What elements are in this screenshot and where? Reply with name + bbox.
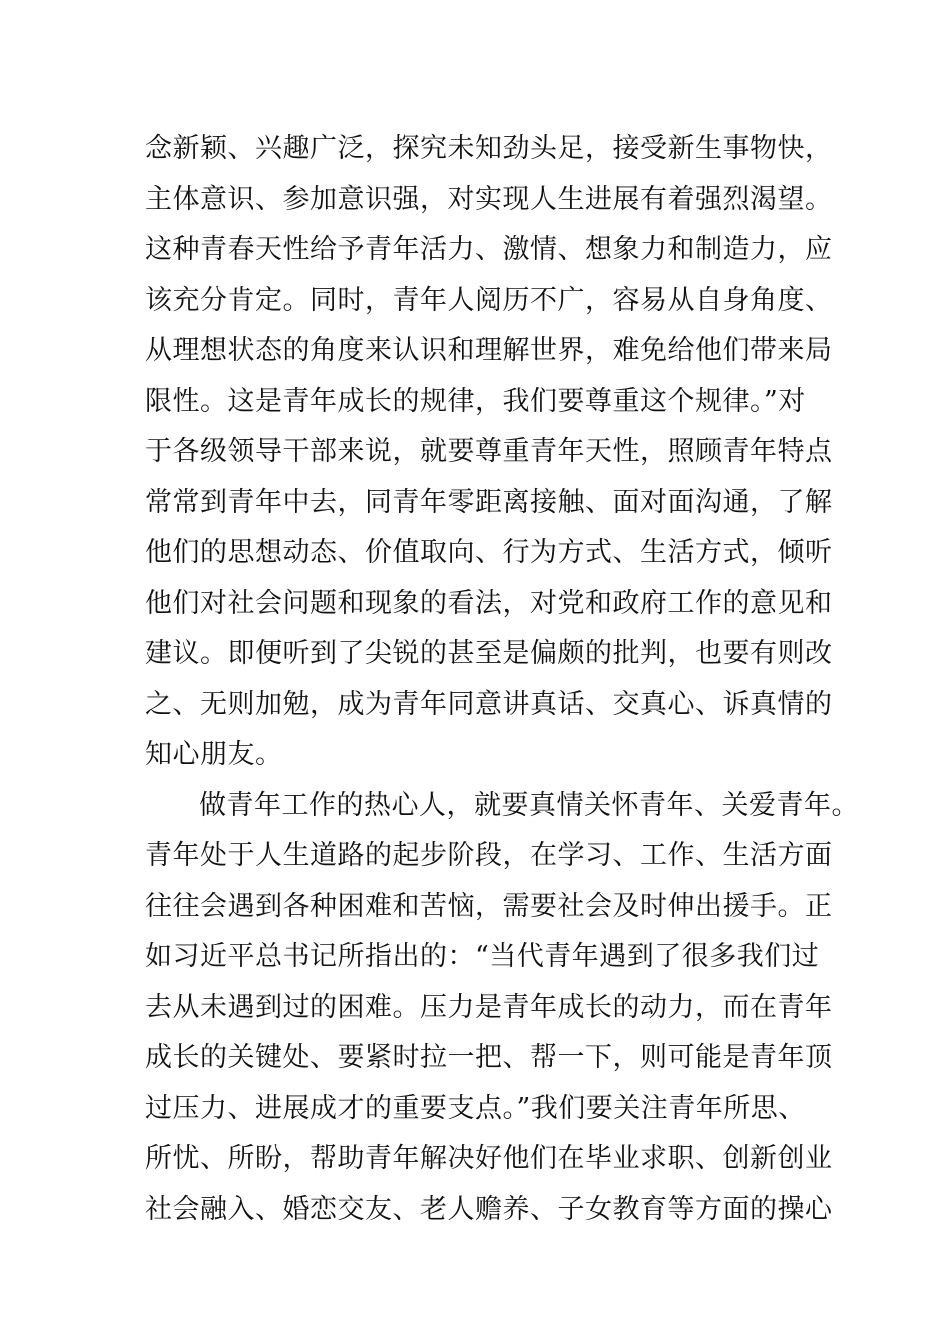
text-line: 建议。即便听到了尖锐的甚至是偏颇的批判，也要有则改 [145,638,833,669]
text-line: 所忧、所盼，帮助青年解决好他们在毕业求职、创新创业 [145,1143,833,1174]
text-line: 之、无则加勉，成为青年同意讲真话、交真心、诉真情的 [145,688,833,720]
text-line: 该充分肯定。同时，青年人阅历不广，容易从自身角度、 [145,284,833,316]
text-line: 于各级领导干部来说，就要尊重青年天性，照顾青年特点 [145,436,833,467]
text-line: 青年处于人生道路的起步阶段，在学习、工作、生活方面 [145,840,833,871]
text-line: 成长的关键处、要紧时拉一把、帮一下，则可能是青年顶 [145,1042,833,1073]
text-line: 这种青春天性给予青年活力、激情、想象力和制造力，应 [145,234,833,265]
text-line: 主体意识、参加意识强，对实现人生进展有着强烈渴望。 [145,183,833,215]
text-line: 往往会遇到各种困难和苦恼，需要社会及时伸出援手。正 [145,890,833,922]
paragraph-start-line: 做青年工作的热心人，就要真情关怀青年、关爱青年。 [199,789,859,821]
text-line: 常常到青年中去，同青年零距离接触、面对面沟通，了解 [145,486,833,518]
text-line: 过压力、进展成才的重要支点。”我们要关注青年所思、 [145,1092,806,1124]
text-line: 从理想状态的角度来认识和理解世界，难免给他们带来局 [145,335,833,366]
text-line: 知心朋友。 [145,739,283,770]
text-line: 限性。这是青年成长的规律，我们要尊重这个规律。”对 [145,385,806,417]
text-line: 如习近平总书记所指出的：“当代青年遇到了很多我们过 [145,941,820,972]
text-line: 去从未遇到过的困难。压力是青年成长的动力，而在青年 [145,991,833,1023]
text-line: 念新颖、兴趣广泛，探究未知劲头足，接受新生事物快， [145,133,833,164]
text-line: 他们的思想动态、价值取向、行为方式、生活方式，倾听 [145,537,833,568]
text-line: 社会融入、婚恋交友、老人赡养、子女教育等方面的操心 [145,1193,833,1225]
text-line: 他们对社会问题和现象的看法，对党和政府工作的意见和 [145,587,833,619]
body-text [145,124,859,1235]
